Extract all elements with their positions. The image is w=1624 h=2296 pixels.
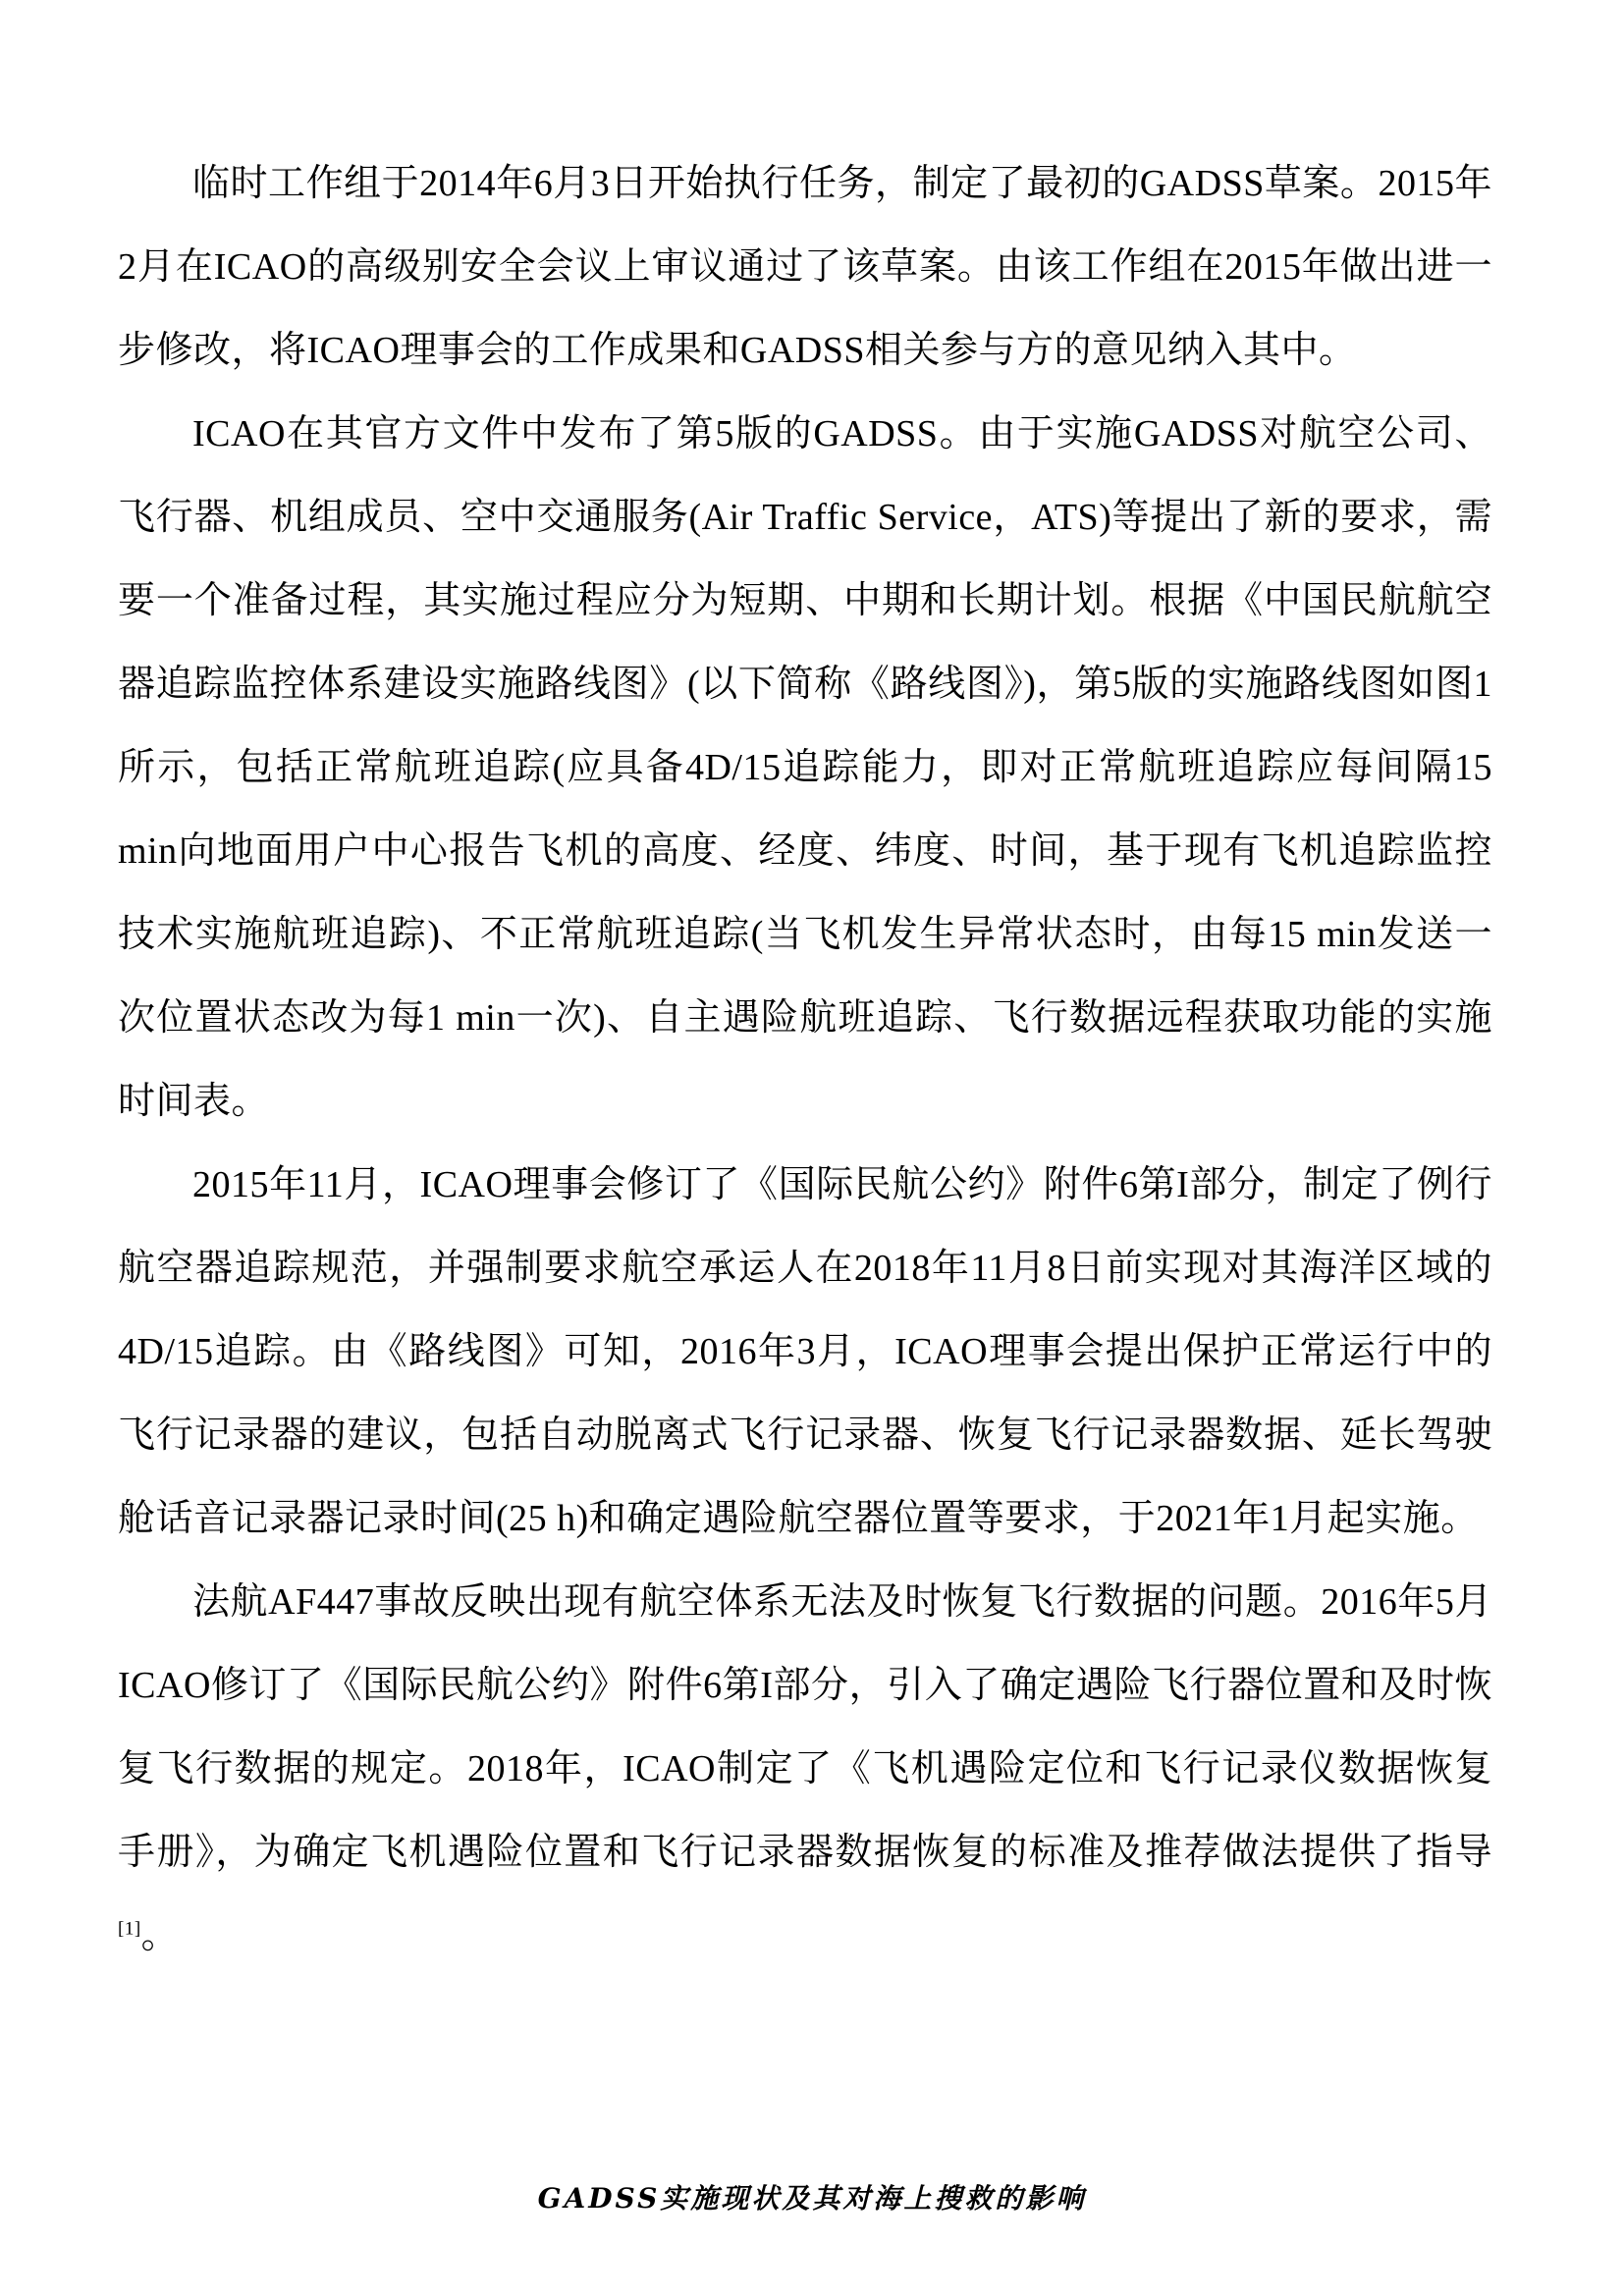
paragraph-4: [118, 1561, 1492, 1978]
footnote-suffix-period: 。: [140, 1915, 180, 1956]
document-body: [118, 142, 1492, 1978]
paragraph-2: ICAO在其官方文件中发布了第5版的GADSS。由于实施GADSS对航空公司、飞行器、机组成员、空中交通服务(Air Traffic Service，ATS)等提出了新的要求，需要一个准备过程，其实施过程应分为短期、中期和长期计划。根据《中国民航航空器追踪监控体系建设实施路线图》(以下简称《路线图》)，第5版的实施路线图如图1所示，包括正常航班追踪(应具备4D/15追踪能力，即对正常航班追踪应每间隔15 min向地面用户中心报告飞机的高度、经度、纬度、时间，基于现有飞机追踪监控技术实施航班追踪)、不正常航班追踪(当飞机发生异常状态时，由每15 min发送一次位置状态改为每1 min一次)、自主遇险航班追踪、飞行数据远程获取功能的实施时间表。: [118, 413, 1492, 1122]
paragraph-3: 2015年11月，ICAO理事会修订了《国际民航公约》附件6第I部分，制定了例行航空器追踪规范，并强制要求航空承运人在2018年11月8日前实现对其海洋区域的4D/15追踪。由《路线图》可知，2016年3月，ICAO理事会提出保护正常运行中的飞行记录器的建议，包括自动脱离式飞行记录器、恢复飞行记录器数据、延长驾驶舱话音记录器记录时间(25 h)和确定遇险航空器位置等要求，于2021年1月起实施。: [118, 1164, 1492, 1539]
page-footer-title: GADSS实施现状及其对海上搜救的影响: [537, 2182, 1087, 2215]
paragraph-1: 临时工作组于2014年6月3日开始执行任务，制定了最初的GADSS草案。2015年2月在ICAO的高级别安全会议上审议通过了该草案。由该工作组在2015年做出进一步修改，将ICAO理事会的工作成果和GADSS相关参与方的意见纳入其中。: [118, 163, 1492, 371]
paragraph-4-text: 法航AF447事故反映出现有航空体系无法及时恢复飞行数据的问题。2016年5月ICAO修订了《国际民航公约》附件6第I部分，引入了确定遇险飞行器位置和及时恢复飞行数据的规定。2018年，ICAO制定了《飞机遇险定位和飞行记录仪数据恢复手册》，为确定飞机遇险位置和飞行记录器数据恢复的标准及推荐做法提供了指导: [118, 1581, 1492, 1873]
footnote-reference-marker: [1]: [118, 1918, 141, 1940]
